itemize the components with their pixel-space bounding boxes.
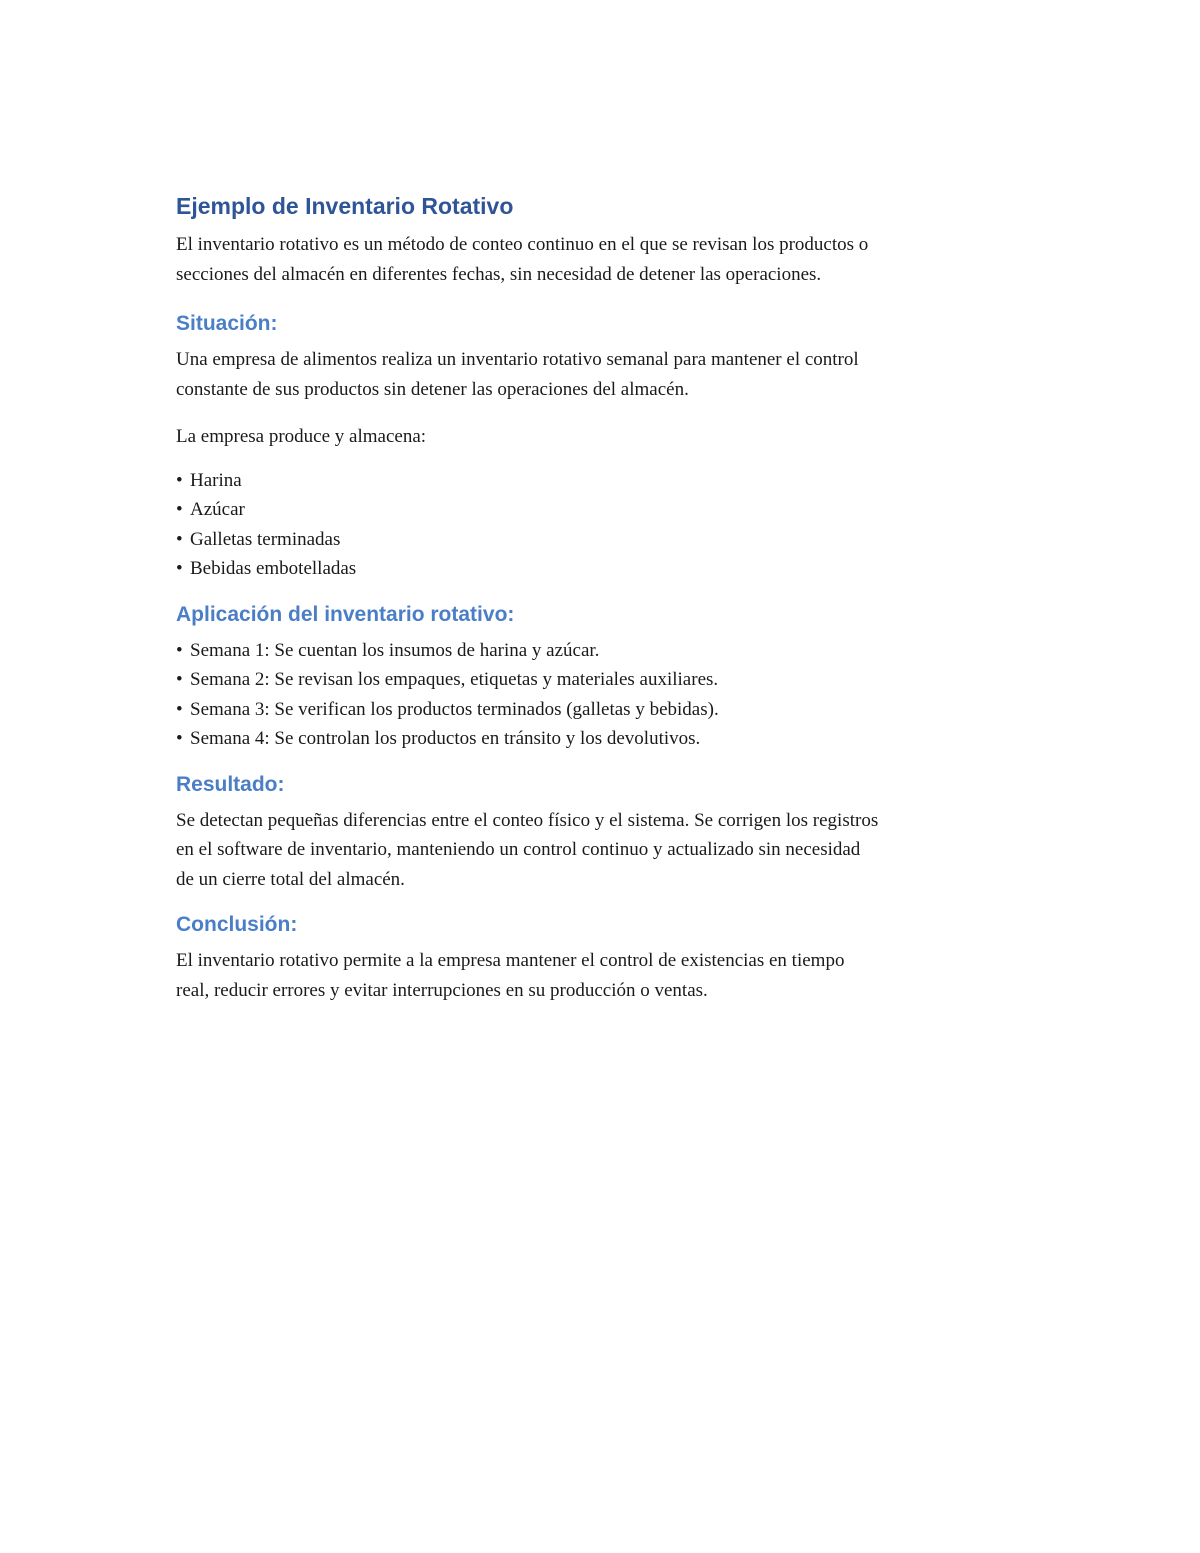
conclusion-heading: Conclusión: — [176, 913, 298, 936]
situacion-lead: La empresa produce y almacena: — [176, 426, 427, 447]
document-body — [176, 190, 1036, 1005]
list-item-text: Semana 4: Se controlan los productos en tránsito y los devolutivos. — [190, 728, 701, 749]
list-item-text: Azúcar — [190, 499, 245, 520]
resultado-paragraph — [176, 806, 1036, 895]
conclusion-line: real, reducir errores y evitar interrupciones en su producción o ventas. — [176, 979, 708, 1001]
conclusion-paragraph — [176, 946, 1036, 1005]
situacion-line: Una empresa de alimentos realiza un inventario rotativo semanal para mantener el control — [176, 349, 859, 370]
intro-line: secciones del almacén en diferentes fechas, sin necesidad de detener las operaciones. — [176, 263, 822, 285]
product-list — [176, 466, 1036, 584]
bullet: • — [176, 469, 183, 491]
situacion-line: constante de sus productos sin detener las operaciones del almacén. — [176, 378, 689, 400]
list-item — [176, 525, 1036, 555]
resultado-line: de un cierre total del almacén. — [176, 868, 405, 890]
bullet: • — [176, 499, 183, 520]
resultado-heading: Resultado: — [176, 772, 285, 796]
list-item — [176, 466, 1036, 496]
resultado-line: Se detectan pequeñas diferencias entre el conteo físico y el sistema. Se corrigen los registros — [176, 809, 879, 831]
list-item — [176, 495, 1036, 525]
list-item-text: Harina — [190, 469, 242, 491]
aplicacion-heading: Aplicación del inventario rotativo: — [176, 602, 515, 626]
bullet: • — [176, 669, 183, 690]
situacion-paragraph — [176, 345, 1036, 404]
intro-paragraph — [176, 230, 1036, 289]
list-item-text: Semana 3: Se verifican los productos terminados (galletas y bebidas). — [190, 698, 719, 720]
list-item-text: Bebidas embotelladas — [190, 558, 357, 579]
conclusion-line: El inventario rotativo permite a la empresa mantener el control de existencias en tiempo — [176, 950, 845, 971]
bullet: • — [176, 558, 183, 579]
list-item — [176, 636, 1036, 666]
situacion-heading: Situación: — [176, 312, 278, 335]
document-title: Ejemplo de Inventario Rotativo — [176, 193, 514, 219]
list-item — [176, 554, 1036, 584]
weekly-schedule-list — [176, 636, 1036, 754]
list-item — [176, 695, 1036, 725]
bullet: • — [176, 639, 183, 661]
intro-line: El inventario rotativo es un método de conteo continuo en el que se revisan los productos o — [176, 234, 869, 255]
list-item-text: Semana 2: Se revisan los empaques, etiquetas y materiales auxiliares. — [190, 669, 719, 690]
bullet: • — [176, 728, 183, 749]
list-item — [176, 665, 1036, 695]
list-item-text: Semana 1: Se cuentan los insumos de harina y azúcar. — [190, 639, 600, 661]
bullet: • — [176, 528, 183, 550]
bullet: • — [176, 698, 183, 720]
resultado-line: en el software de inventario, manteniendo un control continuo y actualizado sin necesidad — [176, 839, 861, 860]
list-item — [176, 724, 1036, 754]
list-item-text: Galletas terminadas — [190, 528, 341, 550]
